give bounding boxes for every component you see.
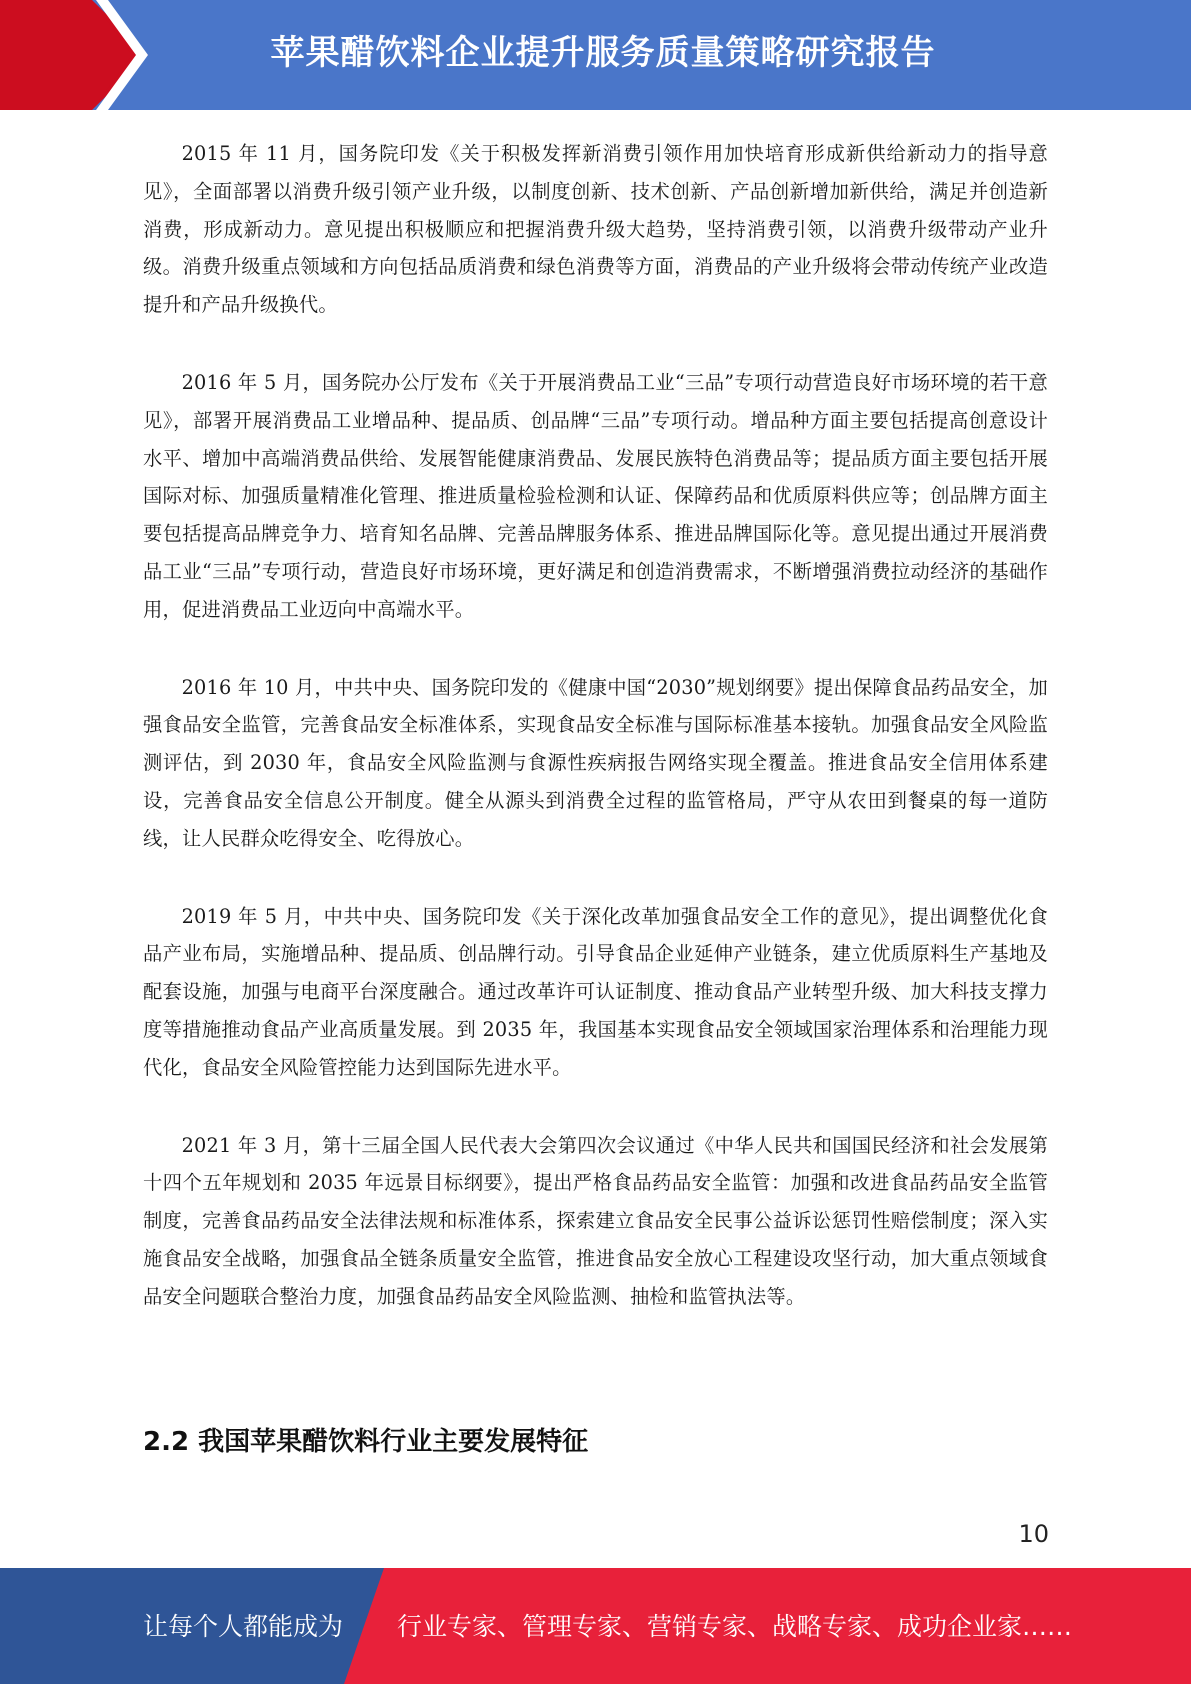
footer-banner bbox=[0, 1568, 1191, 1684]
report-title: 苹果醋饮料企业提升服务质量策略研究报告 bbox=[270, 33, 936, 73]
header-banner bbox=[0, 0, 1191, 110]
page-number: 10 bbox=[1018, 1520, 1049, 1548]
paragraph: 2021 年 3 月，第十三届全国人民代表大会第四次会议通过《中华人民共和国国民经济和社会发展第十四个五年规划和 2035 年远景目标纲要》，提出严格食品药品安全监管：加强和改进食品药品安全监管制度，完善食品药品安全法律法规和标准体系，探索建立食品安全民事公益诉讼惩罚性赔偿制度；深入实施食品安全战略，加强食品全链条质量安全监管，推进食品安全放心工程建设攻坚行动，加大重点领域食品安全问题联合整治力度，加强食品药品安全风险监测、抽检和监管执法等。 bbox=[143, 1133, 1048, 1308]
paragraph: 2015 年 11 月，国务院印发《关于积极发挥新消费引领作用加快培育形成新供给新动力的指导意见》，全面部署以消费升级引领产业升级，以制度创新、技术创新、产品创新增加新供给，满足并创造新消费，形成新动力。意见提出积极顺应和把握消费升级大趋势，坚持消费引领，以消费升级带动产业升级。消费升级重点领域和方向包括品质消费和绿色消费等方面，消费品的产业升级将会带动传统产业改造提升和产品升级换代。 bbox=[143, 142, 1048, 317]
document-body bbox=[143, 135, 1048, 1356]
footer-slogan-left: 让每个人都能成为 bbox=[143, 1612, 344, 1641]
paragraph: 2016 年 10 月，中共中央、国务院印发的《健康中国“2030”规划纲要》提出保障食品药品安全，加强食品安全监管，完善食品安全标准体系，实现食品安全标准与国际标准基本接轨。加强食品安全风险监测评估，到 2030 年，食品安全风险监测与食源性疾病报告网络实现全覆盖。推进食品安全信用体系建设，完善食品安全信息公开制度。健全从源头到消费全过程的监管格局，严守从农田到餐桌的每一道防线，让人民群众吃得安全、吃得放心。 bbox=[143, 675, 1048, 850]
paragraph: 2016 年 5 月，国务院办公厅发布《关于开展消费品工业“三品”专项行动营造良好市场环境的若干意见》，部署开展消费品工业增品种、提品质、创品牌“三品”专项行动。增品种方面主要包括提高创意设计水平、增加中高端消费品供给、发展智能健康消费品、发展民族特色消费品等；提品质方面主要包括开展国际对标、加强质量精准化管理、推进质量检验检测和认证、保障药品和优质原料供应等；创品牌方面主要包括提高品牌竞争力、培育知名品牌、完善品牌服务体系、推进品牌国际化等。意见提出通过开展消费品工业“三品”专项行动，营造良好市场环境，更好满足和创造消费需求，不断增强消费拉动经济的基础作用，促进消费品工业迈向中高端水平。 bbox=[143, 370, 1048, 621]
paragraph: 2019 年 5 月，中共中央、国务院印发《关于深化改革加强食品安全工作的意见》，提出调整优化食品产业布局，实施增品种、提品质、创品牌行动。引导食品企业延伸产业链条，建立优质原料生产基地及配套设施，加强与电商平台深度融合。通过改革许可认证制度、推动食品产业转型升级、加大科技支撑力度等措施推动食品产业高质量发展。到 2035 年，我国基本实现食品安全领域国家治理体系和治理能力现代化，食品安全风险管控能力达到国际先进水平。 bbox=[143, 904, 1048, 1079]
footer-slogan-right: 行业专家、管理专家、营销专家、战略专家、成功企业家…… bbox=[397, 1612, 1073, 1641]
section-heading: 2.2 我国苹果醋饮料行业主要发展特征 bbox=[143, 1427, 589, 1457]
